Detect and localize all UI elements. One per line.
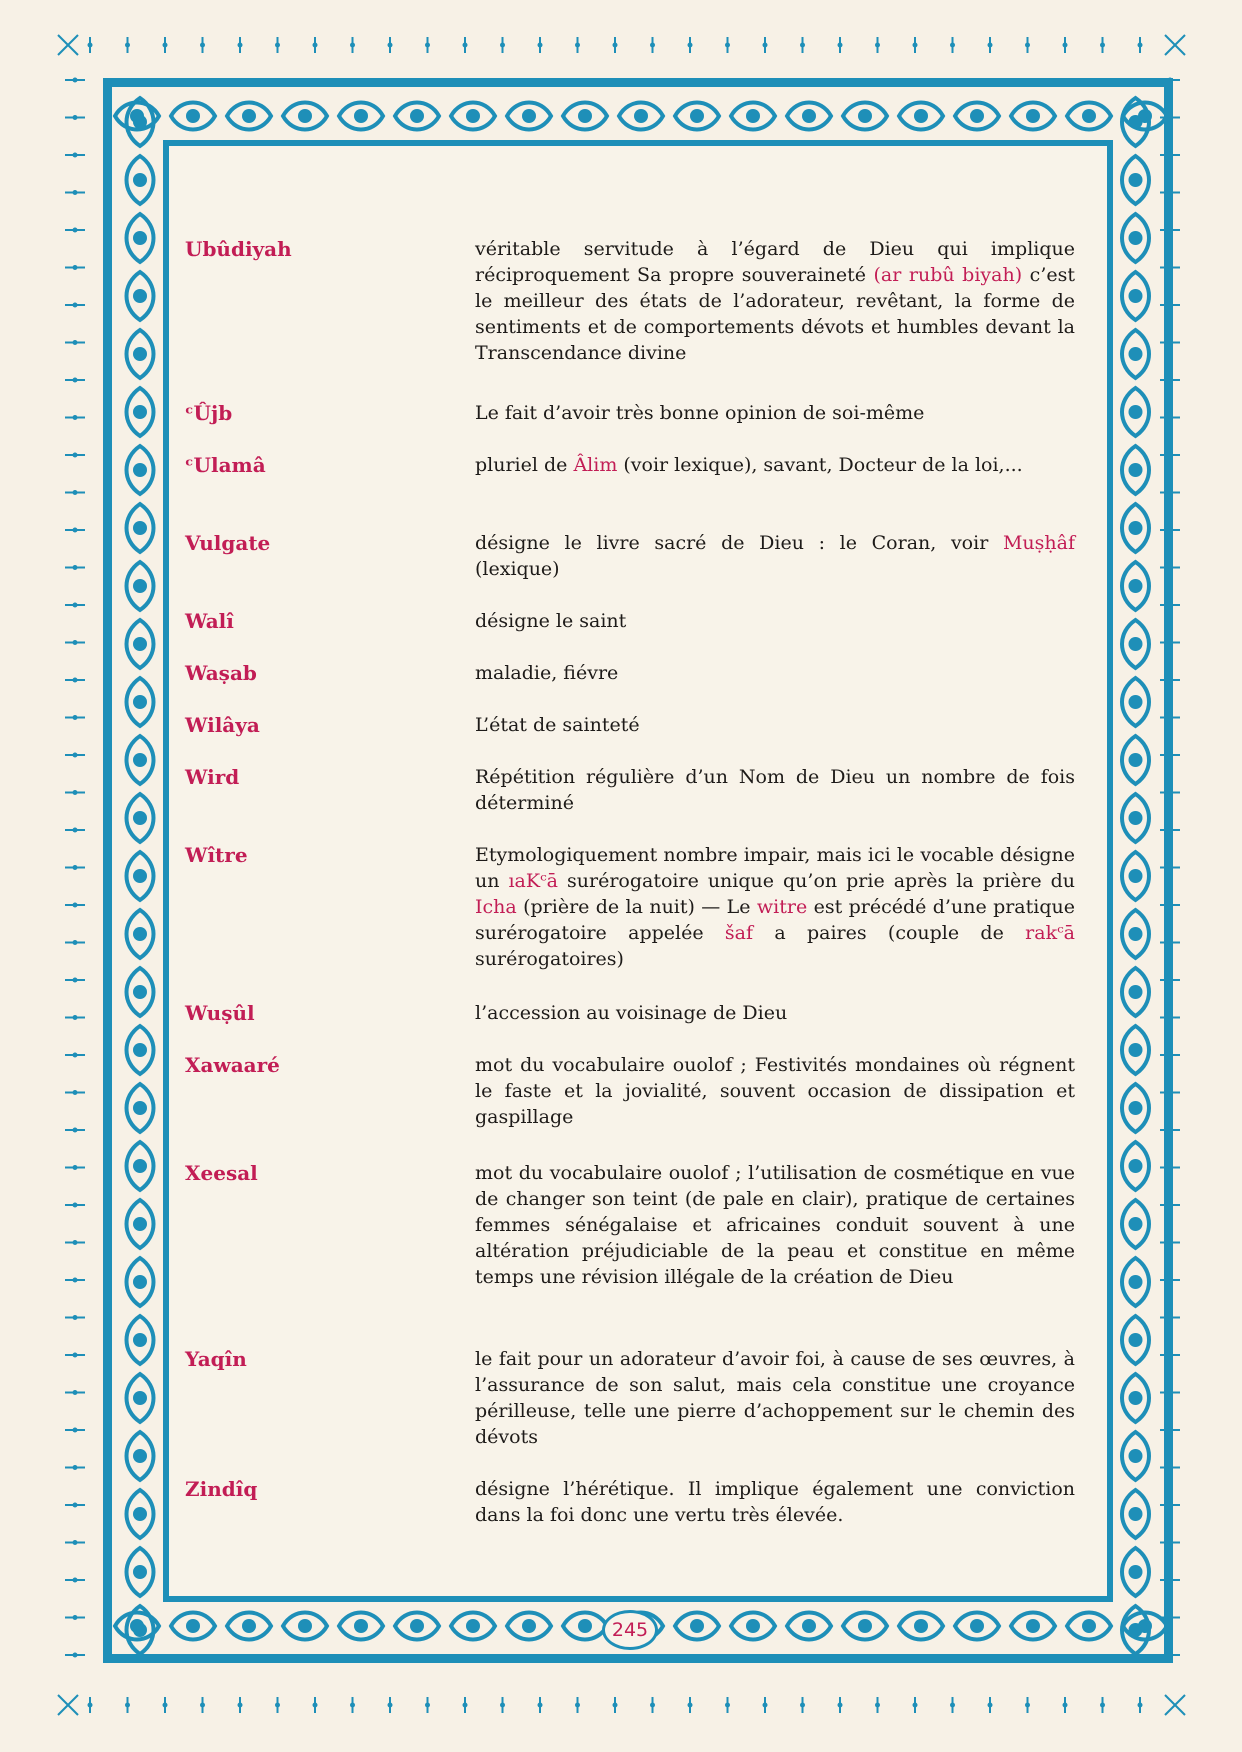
border-tick-dot: [1100, 43, 1105, 48]
glossary-definition: [475, 660, 1075, 686]
border-tick-dot: [73, 565, 78, 570]
definition-text: a paires (couple de: [753, 922, 1026, 944]
border-tick-dot: [73, 378, 78, 383]
glossary-term: Xawaaré: [185, 1053, 280, 1077]
glossary-definition: [475, 1052, 1075, 1130]
border-tick-dot: [1100, 1703, 1105, 1708]
definition-text: Etymologiquement nombre impair, mais ici le vocable désigne un: [475, 844, 1075, 892]
border-tick-dot: [575, 43, 580, 48]
border-tick-dot: [500, 43, 505, 48]
glossary-definition: [475, 452, 1075, 478]
border-tick-dot: [73, 1428, 78, 1433]
glossary-entry: [185, 1346, 1075, 1450]
border-tick-dot: [1025, 43, 1030, 48]
border-tick-dot: [73, 153, 78, 158]
glossary-term: Waṣab: [185, 661, 257, 685]
border-tick-dot: [73, 1165, 78, 1170]
definition-text: (lexique): [475, 558, 560, 580]
border-tick-dot: [73, 903, 78, 908]
border-tick-dot: [388, 43, 393, 48]
glossary-definition: [475, 1346, 1075, 1450]
border-tick-dot: [688, 1703, 693, 1708]
border-tick-dot: [73, 640, 78, 645]
border-tick-dot: [73, 228, 78, 233]
border-tick-dot: [1138, 1703, 1143, 1708]
border-tick-dot: [238, 1703, 243, 1708]
glossary-entry: [185, 1052, 1075, 1130]
border-tick-dot: [73, 1615, 78, 1620]
border-tick-dot: [73, 678, 78, 683]
border-tick-dot: [538, 1703, 543, 1708]
definition-text: L’état de sainteté: [475, 714, 640, 736]
border-tick-dot: [88, 43, 93, 48]
glossary-entry: [185, 1476, 1075, 1528]
border-tick-dot: [950, 1703, 955, 1708]
border-tick-dot: [763, 1703, 768, 1708]
border-tick-dot: [838, 1703, 843, 1708]
border-tick-dot: [350, 1703, 355, 1708]
glossary-term: Wuṣûl: [185, 1001, 255, 1025]
definition-text: maladie, fiévre: [475, 662, 619, 684]
border-tick-dot: [73, 340, 78, 345]
border-tick-dot: [163, 43, 168, 48]
border-tick-dot: [1063, 1703, 1068, 1708]
border-tick-dot: [988, 43, 993, 48]
border-tick-dot: [350, 43, 355, 48]
glossary-term: Vulgate: [185, 531, 271, 555]
border-tick-dot: [875, 43, 880, 48]
definition-text: (prière de la nuit) — Le: [516, 896, 757, 918]
definition-text: Le fait d’avoir très bonne opinion de soi-même: [475, 402, 925, 424]
border-tick-dot: [275, 1703, 280, 1708]
border-tick-dot: [650, 43, 655, 48]
glossary-entry: [185, 400, 1075, 426]
page-number: 245: [602, 1610, 658, 1650]
glossary-definition: [475, 712, 1075, 738]
border-tick-dot: [950, 43, 955, 48]
definition-text: (voir lexique), savant, Docteur de la loi,...: [617, 454, 1023, 476]
glossary-definition: [475, 608, 1075, 634]
glossary-entry: [185, 236, 1075, 366]
definition-text: désigne le livre sacré de Dieu : le Coran, voir: [475, 532, 1003, 554]
border-tick-dot: [73, 528, 78, 533]
border-tick-dot: [763, 43, 768, 48]
glossary-definition: [475, 530, 1075, 582]
border-tick-dot: [73, 1015, 78, 1020]
border-tick-dot: [538, 43, 543, 48]
border-tick-dot: [425, 43, 430, 48]
border-tick-dot: [73, 753, 78, 758]
border-tick-dot: [125, 43, 130, 48]
border-tick-dot: [913, 43, 918, 48]
definition-text: le fait pour un adorateur d’avoir foi, à cause de ses œuvres, à l’assurance de son salut, mais cela constitue une croyance périlleuse, telle une pierre d’achoppement sur le chemin des dévots: [475, 1348, 1075, 1448]
border-tick-dot: [73, 715, 78, 720]
border-tick-dot: [73, 828, 78, 833]
border-tick-dot: [73, 1390, 78, 1395]
glossary-definition: [475, 1476, 1075, 1528]
border-tick-dot: [575, 1703, 580, 1708]
glossary-entry: [185, 764, 1075, 816]
glossary-entry: [185, 660, 1075, 686]
border-tick-dot: [163, 1703, 168, 1708]
glossary-entry: [185, 1160, 1075, 1290]
border-tick-dot: [800, 43, 805, 48]
definition-text: véritable servitude à l’égard de Dieu qui implique réciproquement Sa propre souveraineté: [475, 238, 1075, 286]
highlighted-term: ıaKᶜā: [508, 870, 558, 892]
border-tick-dot: [73, 1240, 78, 1245]
definition-text: désigne l’hérétique. Il implique également une conviction dans la foi donc une vertu très élevée.: [475, 1478, 1075, 1526]
border-tick-dot: [613, 1703, 618, 1708]
border-tick-dot: [73, 940, 78, 945]
border-tick-dot: [73, 603, 78, 608]
border-tick-dot: [73, 265, 78, 270]
border-tick-dot: [463, 43, 468, 48]
border-tick-dot: [73, 303, 78, 308]
glossary-definition: [475, 1000, 1075, 1026]
definition-text: l’accession au voisinage de Dieu: [475, 1002, 788, 1024]
border-tick-dot: [500, 1703, 505, 1708]
definition-text: surérogatoires): [475, 948, 624, 970]
definition-text: est précédé d’une pratique surérogatoire appelée: [475, 896, 1075, 944]
glossary-definition: [475, 764, 1075, 816]
glossary-term: Xeesal: [185, 1161, 258, 1185]
border-tick-dot: [73, 115, 78, 120]
definition-text: surérogatoire unique qu’on prie après la prière du: [558, 870, 1075, 892]
highlighted-term: witre: [756, 896, 808, 918]
glossary-term: Wître: [185, 843, 248, 867]
border-tick-dot: [73, 1278, 78, 1283]
highlighted-term: šaf: [724, 922, 754, 944]
glossary-term: Yaqîn: [185, 1347, 247, 1371]
glossary-term: Walî: [185, 609, 234, 633]
border-tick-dot: [73, 1315, 78, 1320]
border-tick-dot: [73, 1053, 78, 1058]
glossary-entry: [185, 608, 1075, 634]
border-tick-dot: [73, 415, 78, 420]
border-tick-dot: [73, 1653, 78, 1658]
border-tick-dot: [875, 1703, 880, 1708]
definition-text: Répétition régulière d’un Nom de Dieu un nombre de fois déterminé: [475, 766, 1075, 814]
border-tick-dot: [1025, 1703, 1030, 1708]
border-tick-dot: [313, 43, 318, 48]
highlighted-term: (ar rubû biyah): [873, 264, 1023, 286]
border-tick-dot: [200, 43, 205, 48]
glossary-term: Ubûdiyah: [185, 237, 292, 261]
definition-text: mot du vocabulaire ouolof ; Festivités mondaines où régnent le faste et la jovialité, souvent occasion de dissipation et gaspillage: [475, 1054, 1075, 1128]
border-tick-dot: [73, 1353, 78, 1358]
border-tick-dot: [650, 1703, 655, 1708]
border-tick-dot: [88, 1703, 93, 1708]
border-tick-dot: [125, 1703, 130, 1708]
highlighted-term: Âlim: [573, 454, 618, 476]
border-tick-dot: [725, 43, 730, 48]
border-tick-dot: [388, 1703, 393, 1708]
definition-text: désigne le saint: [475, 610, 627, 632]
highlighted-term: rakᶜā: [1025, 922, 1075, 944]
glossary-term: Wird: [185, 765, 240, 789]
border-tick-dot: [1138, 43, 1143, 48]
border-tick-dot: [913, 1703, 918, 1708]
border-tick-dot: [800, 1703, 805, 1708]
highlighted-term: Muṣḥâf: [1002, 532, 1075, 554]
border-tick-dot: [725, 1703, 730, 1708]
border-tick-dot: [988, 1703, 993, 1708]
highlighted-term: Icha: [475, 896, 517, 918]
border-tick-dot: [73, 978, 78, 983]
glossary-definition: [475, 400, 1075, 426]
definition-text: c’est le meilleur des états de l’adorateur, revêtant, la forme de sentiments et de comportements dévots et humbles devant la Transcendance divine: [475, 264, 1075, 364]
glossary-entry: [185, 712, 1075, 738]
glossary-entry: [185, 452, 1075, 478]
definition-text: mot du vocabulaire ouolof ; l’utilisation de cosmétique en vue de changer son teint (de pale en clair), pratique de certaines femmes sénégalaise et africaines conduit souvent à une altération préjudiciable de la peau et constitue en même temps une révision illégale de la création de Dieu: [475, 1162, 1075, 1288]
border-tick-dot: [425, 1703, 430, 1708]
glossary-entry: [185, 1000, 1075, 1026]
border-tick-dot: [238, 43, 243, 48]
glossary-term: ᶜUlamâ: [185, 453, 266, 477]
glossary-term: Zindîq: [185, 1477, 258, 1501]
border-tick-dot: [313, 1703, 318, 1708]
border-tick-dot: [1063, 43, 1068, 48]
glossary-definition: [475, 236, 1075, 366]
border-tick-dot: [73, 1578, 78, 1583]
glossary-definition: [475, 842, 1075, 972]
border-tick-dot: [73, 1203, 78, 1208]
border-tick-dot: [688, 43, 693, 48]
border-tick-dot: [73, 1465, 78, 1470]
border-tick-dot: [73, 1503, 78, 1508]
border-tick-dot: [73, 1540, 78, 1545]
glossary-term: ᶜÛjb: [185, 401, 233, 425]
border-tick-dot: [463, 1703, 468, 1708]
definition-text: pluriel de: [475, 454, 574, 476]
glossary-term: Wilâya: [185, 713, 260, 737]
border-tick-dot: [73, 790, 78, 795]
border-tick-dot: [73, 865, 78, 870]
border-tick-dot: [73, 1090, 78, 1095]
border-tick-dot: [73, 1128, 78, 1133]
border-tick-dot: [200, 1703, 205, 1708]
border-tick-dot: [73, 190, 78, 195]
border-tick-dot: [73, 490, 78, 495]
border-tick-dot: [838, 43, 843, 48]
glossary-definition: [475, 1160, 1075, 1290]
border-tick-dot: [275, 43, 280, 48]
glossary-entry: [185, 530, 1075, 582]
border-tick-dot: [73, 78, 78, 83]
glossary-entry: [185, 842, 1075, 972]
border-tick-dot: [73, 453, 78, 458]
border-tick-dot: [613, 43, 618, 48]
